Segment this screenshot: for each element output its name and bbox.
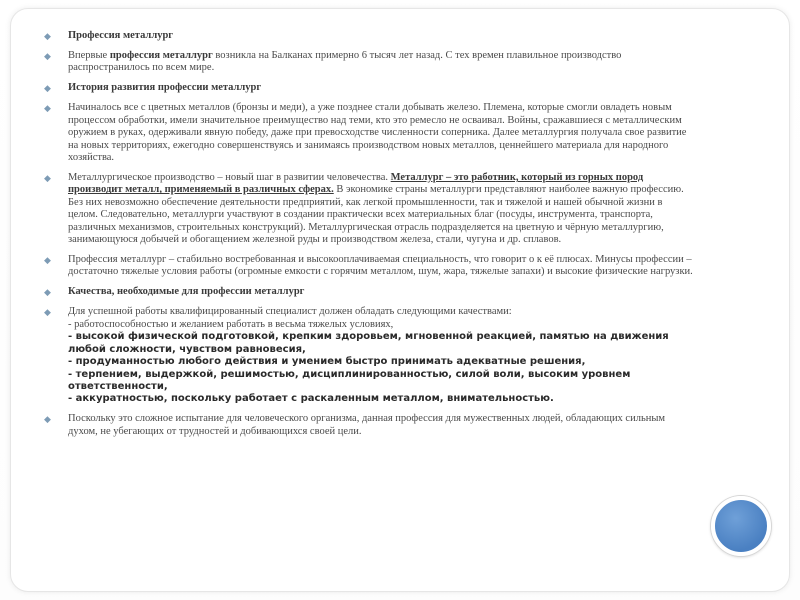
paragraph-origin-text: Впервые bbox=[68, 50, 110, 61]
quality-line: - продуманностью любого действия и умением быстро принимать адекватные решения, bbox=[68, 356, 586, 368]
bullet-icon: ◆ bbox=[44, 287, 51, 298]
list-item bbox=[44, 172, 694, 246]
list-item bbox=[44, 306, 694, 405]
quality-line: - работоспособностью и желанием работать в весьма тяжелых условиях, bbox=[68, 318, 394, 330]
bullet-icon: ◆ bbox=[44, 307, 51, 318]
heading-profession: Профессия металлург bbox=[68, 30, 174, 41]
list-item bbox=[44, 286, 694, 298]
bullet-icon: ◆ bbox=[44, 103, 51, 114]
heading-qualities: Качества, необходимые для профессии металлург bbox=[68, 286, 305, 298]
bullet-icon: ◆ bbox=[44, 51, 51, 61]
text-body bbox=[44, 30, 694, 446]
bullet-icon: ◆ bbox=[44, 31, 51, 41]
list-item bbox=[44, 30, 694, 42]
list-item bbox=[44, 102, 694, 164]
list-item bbox=[44, 254, 694, 279]
paragraph-origin-text-2: возникла на Балканах примерно 6 тысяч лет назад. С тех времен плавильное производство распространилось по всем мире. bbox=[68, 50, 622, 74]
list-item bbox=[44, 82, 694, 94]
quality-line: - высокой физической подготовкой, крепким здоровьем, мгновенной реакцией, памятью на движения любой сложности, чувством равновесия, bbox=[68, 331, 669, 355]
bullet-icon: ◆ bbox=[44, 255, 51, 266]
bullet-icon: ◆ bbox=[44, 414, 51, 425]
paragraph-origin-bold: профессия металлург bbox=[109, 50, 213, 61]
qualities-intro: Для успешной работы квалифицированный специалист должен обладать следующими качествами: bbox=[68, 306, 512, 318]
definition-highlight: Металлург – это работник, который из горных пород производит металл, применяемый в различных сферах. bbox=[68, 172, 644, 196]
paragraph-pros-cons: Профессия металлург – стабильно востребованная и высокооплачиваемая специальность, что говорит о к её плюсах. Минусы профессии – достаточно тяжелые условия работы (огромные емкости с горячим металлом, шум, жара, тяжелые запахи) и высокие физические нагрузки. bbox=[68, 254, 693, 278]
quality-line: - терпением, выдержкой, решимостью, дисциплинированностью, силой воли, высоким уровнем ответственности, bbox=[68, 368, 631, 392]
heading-history: История развития профессии металлург bbox=[68, 82, 262, 94]
quality-line: - аккуратностью, поскольку работает с раскаленным металлом, внимательностью. bbox=[68, 393, 554, 405]
bullet-icon: ◆ bbox=[44, 83, 51, 94]
list-item bbox=[44, 50, 694, 75]
paragraph-conclusion: Поскольку это сложное испытание для человеческого организма, данная профессия для мужественных людей, обладающих сильным духом, не убегающих от трудностей и добивающихся своей цели. bbox=[68, 413, 666, 437]
decorative-circle bbox=[711, 496, 771, 556]
bullet-icon: ◆ bbox=[44, 173, 51, 184]
paragraph-definition-text: Металлургическое производство – новый шаг в развитии человечества. bbox=[68, 172, 391, 184]
paragraph-history: Начиналось все с цветных металлов (бронзы и меди), а уже позднее стали добывать железо. Племена, которые смогли овладеть новым процессом обработки, имели значительное преимущество над теми, кто это ремесло не осваивал. Войны, сражавшиеся с металлическим оружием в руках, одерживали явную победу, даже при превосходстве численности соперника. Далее металлургия получала свое развитие на новых территориях, ежегодно совершенствуясь и занимаясь производством новых металлов, ценнейшего материала для народного хозяйства. bbox=[68, 102, 687, 164]
paragraph-definition-text-2: В экономике страны металлурги представляют наиболее важную профессию. Без них невозможно обеспечение деятельности предприятий, как легкой промышленности, так и тяжелой и нашей обычной жизни в целом. Следовательно, металлурги участвуют в создании практически всех материальных благ (посуды, инструмента, транспорта, различных механизмов, строительных конструкций). Металлургическая отрасль подразделяется на цветную и чёрную металлургию, занимающуюся добычей и обогащением железной руды и производством железа, стали, чугуна и др. сплавов. bbox=[68, 184, 684, 246]
list-item bbox=[44, 413, 694, 438]
